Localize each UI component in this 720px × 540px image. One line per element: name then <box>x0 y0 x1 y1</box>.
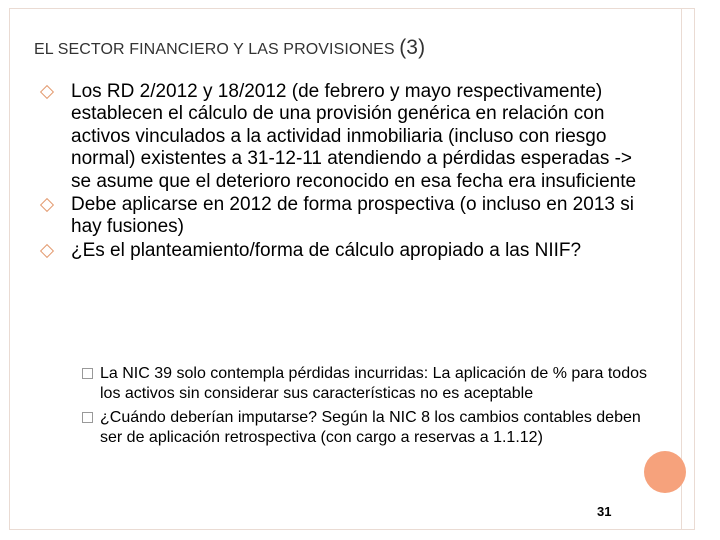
slide-title <box>34 36 425 60</box>
bullet-text: ¿Es el planteamiento/forma de cálculo apropiado a las NIIF? <box>71 239 582 261</box>
bullet-item <box>36 240 656 262</box>
square-bullet-icon <box>82 412 93 423</box>
diamond-bullet-icon <box>40 244 54 258</box>
page-number: 31 <box>597 504 612 519</box>
sub-bullet-item <box>82 408 662 447</box>
sub-bullet-text: La NIC 39 solo contempla pérdidas incurridas: La aplicación de % para todos los activos sin considerar sus características no es aceptable <box>100 365 647 402</box>
bullet-text: Los RD 2/2012 y 18/2012 (de febrero y mayo respectivamente) establecen el cálculo de una provisión genérica en relación con activos vinculados a la actividad inmobiliaria (incluso con riesgo normal) existentes a 31-12-11 atendiendo a pérdidas esperadas -> se asume que el deterioro reconocido en esa fecha era insuficiente <box>71 81 637 192</box>
title-text: EL SECTOR FINANCIERO Y LAS PROVISIONES <box>34 41 395 58</box>
diamond-bullet-icon <box>40 198 54 212</box>
diamond-bullet-icon <box>40 85 54 99</box>
sub-bullet-item <box>82 364 662 403</box>
decorative-circle <box>644 451 686 493</box>
sub-bullet-list <box>82 364 662 452</box>
title-number: (3) <box>399 36 426 59</box>
bullet-list <box>36 81 656 263</box>
bullet-item <box>36 81 656 193</box>
bullet-item <box>36 194 656 239</box>
frame-divider-line <box>681 8 682 530</box>
bullet-text: Debe aplicarse en 2012 de forma prospectiva (o incluso en 2013 si hay fusiones) <box>71 194 634 238</box>
square-bullet-icon <box>82 368 93 379</box>
sub-bullet-text: ¿Cuándo deberían imputarse? Según la NIC 8 los cambios contables deben ser de aplicación retrospectiva (con cargo a reservas a 1.1.12) <box>100 409 641 446</box>
